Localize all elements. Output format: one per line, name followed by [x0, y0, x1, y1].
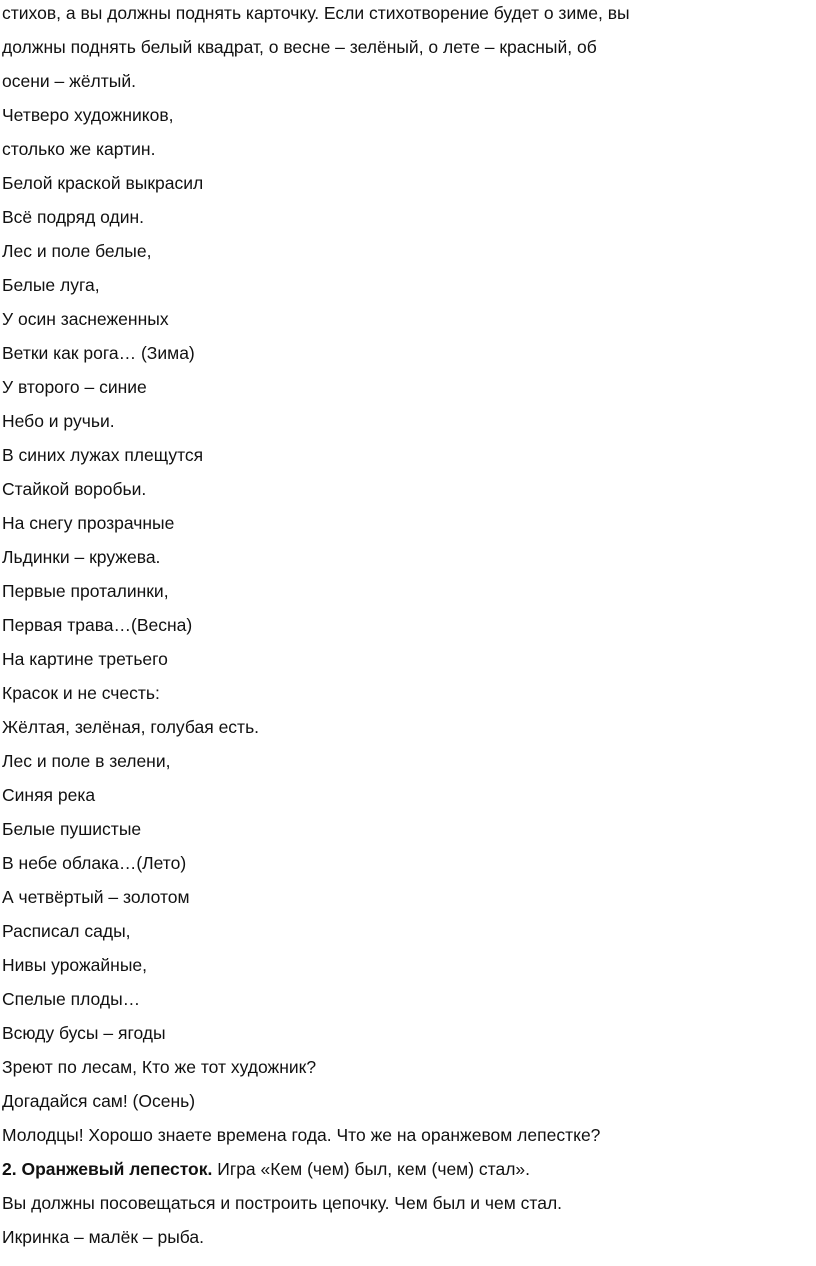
- poem-line: У осин заснеженных: [2, 309, 169, 329]
- poem-line: В небе облака…(Лето): [2, 853, 187, 873]
- poem-line: А четвёртый – золотом: [2, 887, 190, 907]
- poem-line: Жёлтая, зелёная, голубая есть.: [2, 717, 260, 737]
- poem-line: На картине третьего: [2, 649, 168, 669]
- poem-line: Белой краской выкрасил: [2, 173, 204, 193]
- poem-line: Небо и ручьи.: [2, 411, 115, 431]
- poem-line: Первые проталинки,: [2, 581, 169, 601]
- poem-line: Красок и не счесть:: [2, 683, 160, 703]
- poem-line: Нивы урожайные,: [2, 955, 148, 975]
- text-line: стихов, а вы должны поднять карточку. Если стихотворение будет о зиме, вы: [2, 3, 630, 23]
- poem-line: Всюду бусы – ягоды: [2, 1023, 166, 1043]
- poem-line: Всё подряд один.: [2, 207, 144, 227]
- poem-line: В синих лужах плещутся: [2, 445, 204, 465]
- poem-line: Ветки как рога… (Зима): [2, 343, 195, 363]
- poem-line: Расписал сады,: [2, 921, 131, 941]
- poem-line: Спелые плоды…: [2, 989, 141, 1009]
- poem-line: Стайкой воробьи.: [2, 479, 147, 499]
- poem-line: Зреют по лесам, Кто же тот художник?: [2, 1057, 317, 1077]
- poem-line: Догадайся сам! (Осень): [2, 1091, 196, 1111]
- poem-line: Первая трава…(Весна): [2, 615, 193, 635]
- poem-line: У второго – синие: [2, 377, 147, 397]
- text-line: Икринка – малёк – рыба.: [2, 1227, 204, 1247]
- poem-line: Белые луга,: [2, 275, 100, 295]
- text-line: Молодцы! Хорошо знаете времена года. Что же на оранжевом лепестке?: [2, 1125, 601, 1145]
- section-text: Игра «Кем (чем) был, кем (чем) стал».: [212, 1159, 530, 1179]
- section-line: [2, 1158, 530, 1180]
- text-line: должны поднять белый квадрат, о весне – зелёный, о лете – красный, об: [2, 37, 597, 57]
- poem-line: столько же картин.: [2, 139, 156, 159]
- text-line: осени – жёлтый.: [2, 71, 136, 91]
- section-heading: 2. Оранжевый лепесток.: [2, 1159, 213, 1179]
- poem-line: Четверо художников,: [2, 105, 174, 125]
- poem-line: Белые пушистые: [2, 819, 142, 839]
- text-line: Вы должны посовещаться и построить цепочку. Чем был и чем стал.: [2, 1193, 563, 1213]
- poem-line: Лес и поле белые,: [2, 241, 152, 261]
- poem-line: На снегу прозрачные: [2, 513, 175, 533]
- poem-line: Льдинки – кружева.: [2, 547, 161, 567]
- poem-line: Лес и поле в зелени,: [2, 751, 171, 771]
- poem-line: Синяя река: [2, 785, 96, 805]
